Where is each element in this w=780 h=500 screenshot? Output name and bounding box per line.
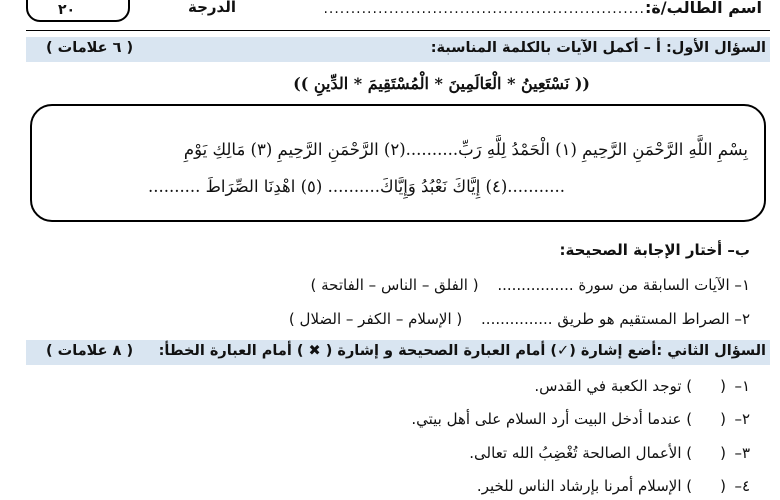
- item-text: الأعمال الصالحة تُغْضِبُ الله تعالى.: [469, 444, 682, 462]
- mcq-question: [289, 310, 750, 328]
- item-number: ١–: [734, 377, 750, 395]
- answer-paren-close: ): [686, 477, 693, 495]
- true-false-item: [469, 444, 750, 462]
- true-false-item: [534, 377, 750, 395]
- question-2-marks: ( ٨ علامات ): [46, 343, 134, 359]
- answer-paren-close: ): [686, 444, 693, 462]
- question-1-marks: ( ٦ علامات ): [46, 40, 134, 56]
- word-bank: (( نَسْتَعِينُ * الْعَالَمِينَ * الْمُسْتَقِيمَ * الدِّينِ )): [293, 74, 590, 93]
- item-number: ٢–: [734, 410, 750, 428]
- answer-paren-open: (: [720, 444, 726, 462]
- verse-box: [30, 104, 766, 222]
- item-text: توجد الكعبة في القدس.: [534, 377, 682, 395]
- question-1-bar: [26, 37, 770, 62]
- answer-paren-close: ): [686, 377, 693, 395]
- verse-line-1: بِسْمِ اللَّهِ الرَّحْمَنِ الرَّحِيمِ (١) الْحَمْدُ لِلَّهِ رَبِّ..........(٢) الرَّحْمَنِ الرَّحِيمِ (٣) مَالِكِ يَوْمِ: [183, 140, 748, 159]
- mcq-question: [311, 276, 751, 294]
- student-name-blank[interactable]: ...........................................................: [323, 1, 645, 17]
- grade-box: [26, 0, 130, 22]
- mcq-options[interactable]: ( الفلق – الناس – الفاتحة ): [310, 276, 479, 294]
- mcq-stem[interactable]: ١– الآيات السابقة من سورة ................: [497, 276, 750, 294]
- item-text: عندما أدخل البيت أرد السلام على أهل بيتي.: [411, 410, 682, 428]
- true-false-item: [477, 477, 750, 495]
- verse-line-2: ...........(٤) إِيَّاكَ نَعْبُدُ وَإِيَّاكَ.......... (٥) اهْدِنَا الصِّرَاطَ ..........: [147, 177, 565, 196]
- answer-paren-open: (: [720, 410, 726, 428]
- true-false-item: [411, 410, 750, 428]
- mcq-options[interactable]: ( الإسلام – الكفر – الضلال ): [288, 310, 463, 328]
- grade-label: الدرجة: [188, 0, 236, 16]
- item-number: ٤–: [734, 477, 750, 495]
- question-1-title: السؤال الأول: أ – أكمل الآيات بالكلمة المناسبة:: [430, 40, 766, 56]
- mcq-stem[interactable]: ٢– الصراط المستقيم هو طريق ...............: [481, 310, 750, 328]
- question-2-title: السؤال الثاني :أضع إشارة (✓) أمام العبارة الصحيحة و إشارة ( ✖ ) أمام العبارة الخطأ:: [158, 343, 766, 359]
- answer-paren-open: (: [720, 477, 726, 495]
- answer-paren-close: ): [686, 410, 693, 428]
- part-b-title: ب– أختار الإجابة الصحيحة:: [559, 241, 750, 259]
- header-divider: [26, 30, 770, 31]
- grade-value: ٢٠: [58, 2, 76, 18]
- answer-paren-open: (: [720, 377, 726, 395]
- student-name-label: اسم الطالب/ة:: [644, 0, 762, 17]
- item-number: ٣–: [734, 444, 750, 462]
- item-text: الإسلام أمرنا بإرشاد الناس للخير.: [476, 477, 682, 495]
- question-2-bar: [26, 340, 770, 365]
